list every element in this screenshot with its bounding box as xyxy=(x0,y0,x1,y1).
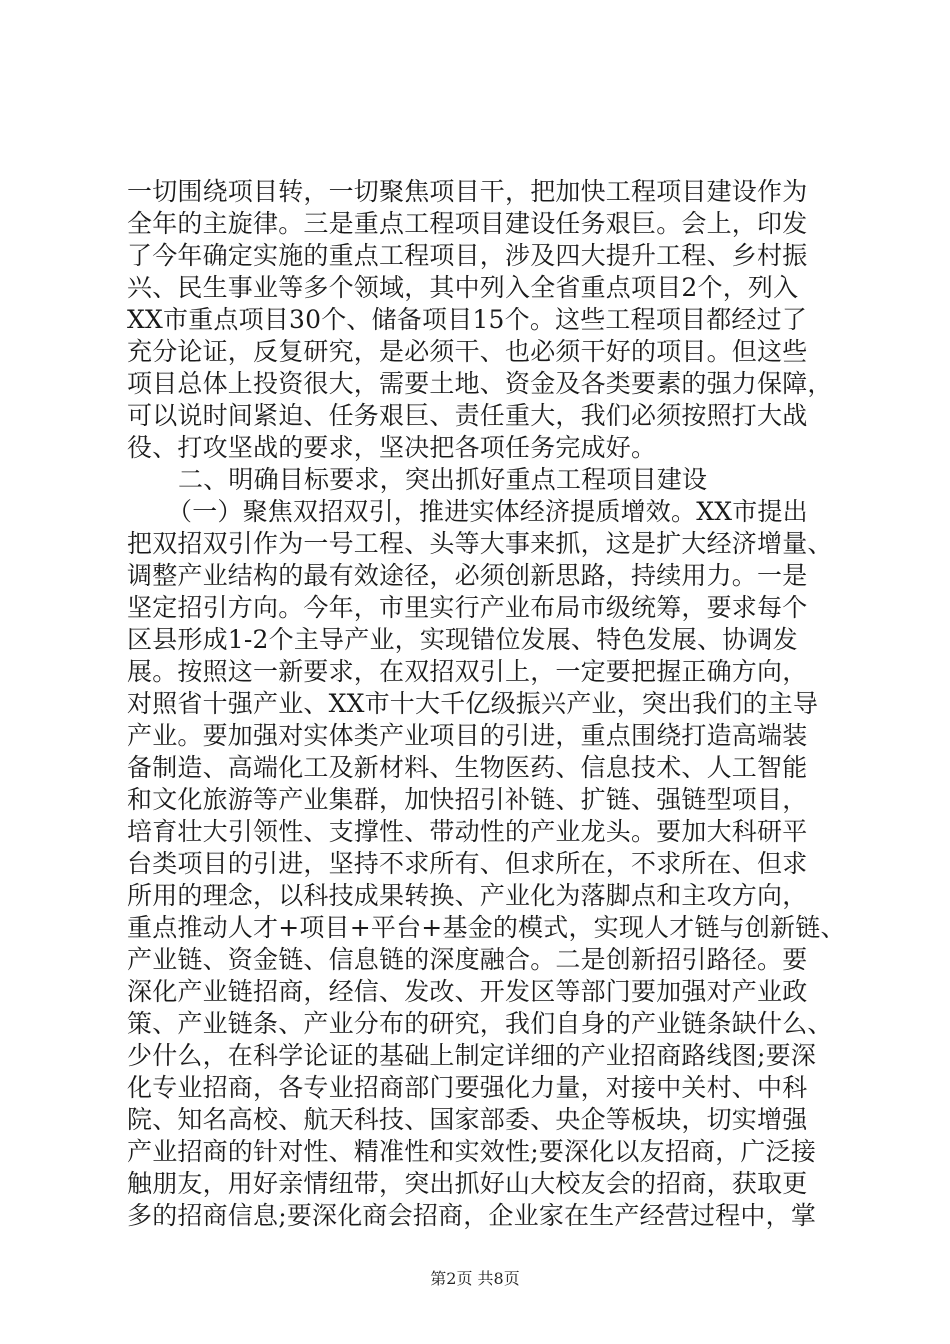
body-text-line: 院、知名高校、航天科技、国家部委、央企等板块，切实增强 xyxy=(127,1105,808,1134)
body-text-line: 区县形成1-2个主导产业，实现错位发展、特色发展、协调发 xyxy=(127,625,798,654)
body-text-line: 深化产业链招商，经信、发改、开发区等部门要加强对产业政 xyxy=(127,977,808,1006)
body-text-line: 产业。要加强对实体类产业项目的引进，重点围绕打造高端装 xyxy=(127,721,808,750)
body-text-line: 坚定招引方向。今年，市里实行产业布局市级统筹，要求每个 xyxy=(127,593,808,622)
body-text-line: 策、产业链条、产业分布的研究，我们自身的产业链条缺什么、 xyxy=(127,1009,833,1038)
body-text-line: 台类项目的引进，坚持不求所有、但求所在，不求所在、但求 xyxy=(127,849,808,878)
body-text-line: 兴、民生事业等多个领域，其中列入全省重点项目2个，列入 xyxy=(127,273,799,302)
body-text-line: 培育壮大引领性、支撑性、带动性的产业龙头。要加大科研平 xyxy=(127,817,808,846)
body-text-line: 充分论证，反复研究，是必须干、也必须干好的项目。但这些 xyxy=(127,337,808,366)
body-text-line: 对照省十强产业、XX市十大千亿级振兴产业，突出我们的主导 xyxy=(127,689,819,718)
body-text-line: 可以说时间紧迫、任务艰巨、责任重大，我们必须按照打大战 xyxy=(127,401,808,430)
body-text-line: 备制造、高端化工及新材料、生物医药、信息技术、人工智能 xyxy=(127,753,808,782)
body-text-line: XX市重点项目30个、储备项目15个。这些工程项目都经过了 xyxy=(127,305,808,334)
body-text-line: 多的招商信息;要深化商会招商，企业家在生产经营过程中，掌 xyxy=(127,1201,817,1230)
body-text-line: 化专业招商，各专业招商部门要强化力量，对接中关村、中科 xyxy=(127,1073,808,1102)
body-text-line: 把双招双引作为一号工程、头等大事来抓，这是扩大经济增量、 xyxy=(127,529,833,558)
body-text-line: 项目总体上投资很大，需要土地、资金及各类要素的强力保障， xyxy=(127,369,833,398)
body-text-line: 所用的理念，以科技成果转换、产业化为落脚点和主攻方向， xyxy=(127,881,808,910)
subsection-heading-line: （一）聚焦双招双引，推进实体经济提质增效。XX市提出 xyxy=(167,497,808,526)
body-text-line: 重点推动人才+项目+平台+基金的模式，实现人才链与创新链、 xyxy=(127,913,846,942)
page-number-footer: 第2页 共8页 xyxy=(430,1269,520,1288)
body-text-line: 一切围绕项目转，一切聚焦项目干，把加快工程项目建设作为 xyxy=(127,177,808,206)
body-text-line: 役、打攻坚战的要求，坚决把各项任务完成好。 xyxy=(127,433,657,462)
body-text-line: 少什么，在科学论证的基础上制定详细的产业招商路线图;要深 xyxy=(127,1041,817,1070)
body-text-line: 调整产业结构的最有效途径，必须创新思路，持续用力。一是 xyxy=(127,561,808,590)
body-text-line: 触朋友，用好亲情纽带，突出抓好山大校友会的招商，获取更 xyxy=(127,1169,808,1198)
body-text-line: 产业链、资金链、信息链的深度融合。二是创新招引路径。要 xyxy=(127,945,808,974)
body-text-line: 全年的主旋律。三是重点工程项目建设任务艰巨。会上，印发 xyxy=(127,209,808,238)
body-text-line: 了今年确定实施的重点工程项目，涉及四大提升工程、乡村振 xyxy=(127,241,808,270)
section-heading: 二、明确目标要求，突出抓好重点工程项目建设 xyxy=(178,465,708,494)
body-text-line: 和文化旅游等产业集群，加快招引补链、扩链、强链型项目， xyxy=(127,785,808,814)
body-text-line: 展。按照这一新要求，在双招双引上，一定要把握正确方向， xyxy=(127,657,808,686)
body-text-line: 产业招商的针对性、精准性和实效性;要深化以友招商，广泛接 xyxy=(127,1137,817,1166)
